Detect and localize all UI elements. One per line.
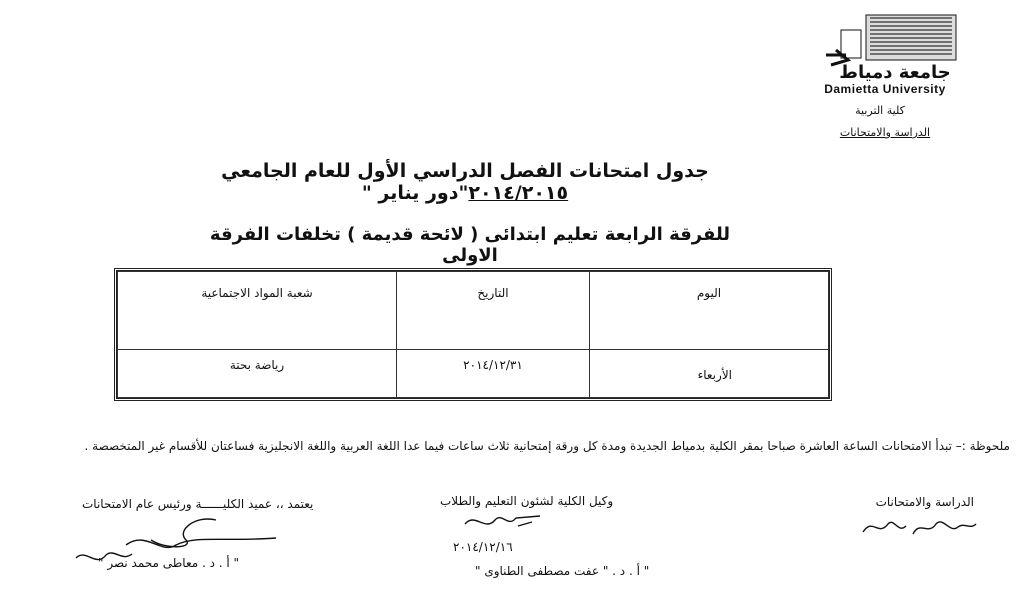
document-subtitle: للفرقة الرابعة تعليم ابتدائى ( لائحة قديمة ) تخلفات الفرقة الاولى	[209, 224, 731, 266]
title-text: جدول امتحانات الفصل الدراسي الأول للعام الجامعي	[221, 160, 709, 182]
exam-schedule-table	[114, 268, 832, 401]
vice-dean-signature-date: ٢٠١٤/١٢/١٦	[453, 540, 513, 554]
dean-title: يعتمد ،، عميد الكليــــــة ورئيس عام الامتحانات	[82, 497, 314, 511]
document-title	[150, 160, 780, 204]
header-date: التاريخ	[397, 272, 590, 350]
header-subject: شعبة المواد الاجتماعية	[118, 272, 397, 350]
university-name-english: Damietta University	[824, 82, 946, 96]
vice-dean-title: وكيل الكلية لشئون التعليم والطلاب	[440, 494, 614, 508]
cell-date: ٢٠١٤/١٢/٣١	[397, 350, 590, 398]
table-header-row	[118, 272, 829, 350]
department-name: الدراسة والامتحانات	[839, 126, 931, 139]
academic-year: ٢٠١٤/٢٠١٥	[468, 182, 569, 204]
faculty-name: كلية التربية	[855, 104, 905, 117]
exams-office-signature	[858, 512, 978, 542]
exams-office-signature-title: الدراسة والامتحانات	[875, 495, 974, 509]
header-day: اليوم	[590, 272, 829, 350]
cell-day: الأربعاء	[590, 350, 829, 398]
exam-round: "دور يناير "	[361, 182, 469, 204]
dean-name: " أ . د . معاطى محمد نصر "	[98, 556, 240, 570]
table-row	[118, 350, 829, 398]
vice-dean-name: " أ . د . " عفت مصطفى الطناوى "	[475, 564, 650, 578]
vice-dean-signature	[460, 508, 550, 536]
exam-note: ملحوظة :– تبدأ الامتحانات الساعة العاشرة صباحا بمقر الكلية بدمياط الجديدة ومدة كل ورقة إمتحانية ثلاث ساعات فيما عدا اللغة العربية واللغة الانجليزية فساعتان للأقسام غير المتخصصة .	[84, 439, 1010, 453]
university-name-arabic: جامعة دمياط	[839, 62, 951, 83]
cell-subject: رياضة بحتة	[118, 350, 397, 398]
